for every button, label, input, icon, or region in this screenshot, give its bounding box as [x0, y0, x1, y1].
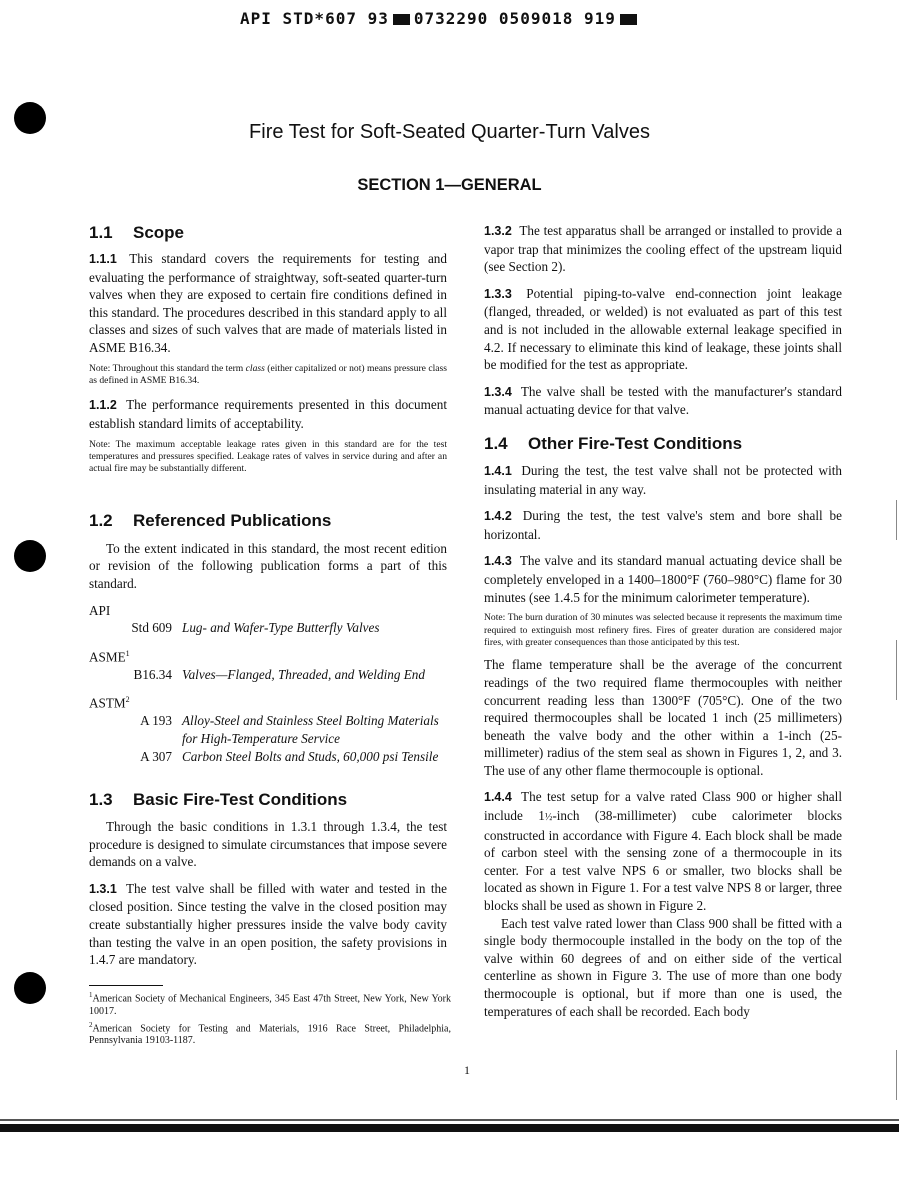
- footnote-text: American Society of Mechanical Engineers, 345 East 47th Street, New York, New York 10017.: [89, 993, 451, 1017]
- redaction-block: [620, 14, 637, 25]
- scan-edge-mark: [896, 500, 897, 540]
- note-emphasis: class: [245, 362, 265, 374]
- note-leakage-rates: Note: The maximum acceptable leakage rates given in this standard are for the test temperatures and pressures specified. Leakage rates of valves in service during and after an actual fire may be substantially different.: [89, 438, 447, 475]
- reference-org: [89, 602, 447, 620]
- reference-org-name: ASME: [89, 649, 126, 665]
- heading-text: Basic Fire-Test Conditions: [133, 790, 348, 810]
- heading-number: 1.3: [89, 790, 113, 810]
- note-burn-duration: Note: The burn duration of 30 minutes was selected because it represents the maximum time required to extinguish most refinery fires. Fires of greater duration are considered major fires, with greater consequences than those anticipated by this test.: [484, 612, 842, 648]
- reference-item: [89, 666, 447, 684]
- reference-code: B16.34: [133, 666, 172, 682]
- scan-bottom-bar: [0, 1124, 899, 1132]
- reference-title: Valves—Flanged, Threaded, and Welding End: [182, 666, 425, 682]
- reference-item: [89, 748, 447, 766]
- footnote-marker: 1: [125, 648, 130, 658]
- heading-text: Scope: [133, 223, 185, 242]
- paragraph-1-4-2: [484, 507, 842, 543]
- fraction: ½: [544, 812, 553, 824]
- heading-1-4: [484, 433, 842, 455]
- scan-edge-mark: [896, 640, 897, 700]
- paragraph-text: Potential piping-to-valve end-connection joint leakage (flanged, threaded, or welded) is not evaluated as part of this test and is not included in the allowable external leakage specified in 4.2. If necessary to eliminate this kind of leakage, these joints shall be modified for the test as appropriate.: [484, 285, 842, 373]
- heading-text: Other Fire-Test Conditions: [528, 433, 743, 453]
- redaction-block: [393, 14, 410, 25]
- reference-org: [89, 691, 447, 712]
- reference-code: A 307: [140, 748, 172, 764]
- heading-1-2: [89, 510, 447, 532]
- scan-edge-mark: [896, 1050, 897, 1100]
- paragraph-text: The valve and its standard manual actuating device shall be completely enveloped in a 1400–1800°F (760–980°C) flame for 30 minutes (see 1.4.5 for the minimum calorimeter temperature).: [484, 553, 843, 605]
- paragraph-text: The test apparatus shall be arranged or installed to provide a vapor trap that minimizes the cooling effect of the upstream liquid (see Section 2).: [484, 223, 842, 275]
- paragraph-number: 1.3.4: [484, 384, 512, 399]
- paragraph-1-3-intro: Through the basic conditions in 1.3.1 through 1.3.4, the test procedure is designed to simulate circumstances that impose severe demands on a valve.: [89, 819, 447, 870]
- paragraph-text: The performance requirements presented in this document establish standard limits of acceptability.: [89, 397, 447, 431]
- paragraph-1-1-1: [89, 250, 447, 357]
- paragraph-flame-temperature: The flame temperature shall be the average of the concurrent readings of the two required flame thermocouples with neither concurrent reading less than 1300°F (705°C). One of the two required thermocouples shall be located 1 inch (25 millimeters) beneath the valve body and the other within a 1-inch (25-millimeter) radius of the stem seal as shown in Figures 1, 2, and 3. The use of any other flame thermocouple is optional.: [484, 657, 842, 778]
- heading-number: 1.1: [89, 223, 113, 242]
- paragraph-text: The test setup for a valve rated Class 900 or higher shall include 1: [484, 789, 842, 824]
- note-text: (either capitalized or not) means pressure class as defined in ASME B16.34.: [89, 362, 447, 386]
- document-title: Fire Test for Soft-Seated Quarter-Turn Valves: [249, 121, 650, 143]
- paragraph-1-3-2: [484, 222, 842, 276]
- paragraph-number: 1.4.2: [484, 509, 512, 524]
- paragraph-1-3-1: [89, 880, 447, 969]
- document-code-part-a: API STD*607 93: [240, 9, 389, 28]
- binder-hole-middle: [14, 540, 46, 572]
- paragraph-number: 1.3.3: [484, 286, 512, 301]
- document-code-part-b: 0732290 0509018 919: [413, 9, 616, 28]
- scan-bottom-line: [0, 1119, 899, 1121]
- reference-code: Std 609: [131, 620, 172, 636]
- reference-group-asme: [89, 645, 447, 684]
- paragraph-text: During the test, the test valve shall not be protected with insulating material in any way.: [484, 462, 843, 497]
- paragraph-text: The test valve shall be filled with water and tested in the closed position. Since testing the valve in the closed position may create substantially higher pressures inside the valve body cavity than testing the valve in an open position, the safety provisions in 1.4.7 are mandatory.: [89, 880, 447, 968]
- footnotes: [89, 989, 451, 1048]
- reference-title: Lug- and Wafer-Type Butterfly Valves: [182, 620, 380, 636]
- note-class-definition: [89, 363, 447, 388]
- reference-code: A 193: [140, 713, 172, 729]
- paragraph-text: -inch (38-millimeter) cube calorimeter blocks constructed in accordance with Figure 4. Each block shall be made of carbon steel with the sensing zone of a thermocouple in its center. For a test valve NPS 6 or smaller, two blocks shall be located as shown in Figure 1. For a test valve NPS 8 or larger, three blocks shall be used as shown in Figure 2.: [484, 808, 842, 914]
- paragraph-text: During the test, the test valve's stem and bore shall be horizontal.: [484, 508, 843, 542]
- reference-group-astm: [89, 691, 447, 765]
- paragraph-text: This standard covers the requirements for testing and evaluating the performance of straightway, soft-seated quarter-turn valves when they are exposed to certain fire conditions defined in this standard. The procedures described in this standard apply to all classes and sizes of such valves that are made of materials listed in ASME B16.34.: [89, 251, 447, 355]
- paragraph-1-2-intro: To the extent indicated in this standard, the most recent edition or revision of the following publication forms a part of this standard.: [89, 540, 447, 591]
- heading-1-3: [89, 789, 447, 811]
- footnote-marker: 2: [125, 695, 130, 705]
- paragraph-number: 1.4.1: [484, 463, 512, 478]
- reference-title: Carbon Steel Bolts and Studs, 60,000 psi Tensile: [182, 748, 439, 764]
- footnote-text: American Society for Testing and Materials, 1916 Race Street, Philadelphia, Pennsylvania 19103-1187.: [89, 1022, 451, 1047]
- right-column: [484, 222, 842, 1020]
- footnote-marker: 1: [89, 991, 93, 999]
- footnote-divider: [89, 985, 163, 986]
- paragraph-1-4-1: [484, 462, 842, 498]
- heading-number: 1.4: [484, 433, 508, 453]
- binder-hole-bottom: [14, 972, 46, 1004]
- heading-text: Referenced Publications: [133, 510, 332, 530]
- paragraph-number: 1.4.4: [484, 790, 512, 805]
- paragraph-1-3-3: [484, 285, 842, 374]
- paragraph-number: 1.3.1: [89, 881, 117, 896]
- paragraph-number: 1.1.2: [89, 398, 117, 413]
- paragraph-1-4-3: [484, 552, 842, 606]
- reference-item: [89, 712, 447, 747]
- reference-group-api: [89, 602, 447, 637]
- paragraph-body-thermocouple: Each test valve rated lower than Class 900 shall be fitted with a single body thermocouple installed in the body on the top of the valve within 60 degrees of and on either side of the vertical centerline as shown in Figure 3. The use of more than one body thermocouple is optional, but if more than one is used, the temperatures of each shall be recorded. Each body: [484, 915, 842, 1019]
- reference-org-name: ASTM: [89, 695, 126, 711]
- paragraph-1-3-4: [484, 383, 842, 419]
- reference-item: [89, 619, 447, 637]
- paragraph-number: 1.4.3: [484, 554, 512, 569]
- paragraph-number: 1.3.2: [484, 224, 512, 238]
- heading-number: 1.2: [89, 510, 113, 530]
- paragraph-1-1-2: [89, 396, 447, 432]
- footnote-2: [89, 1019, 451, 1049]
- reference-org: [89, 645, 447, 666]
- reference-title: Alloy-Steel and Stainless Steel Bolting Materials for High-Temperature Service: [182, 713, 439, 746]
- left-column: [89, 222, 447, 969]
- paragraph-number: 1.1.1: [89, 252, 117, 266]
- paragraph-text: The valve shall be tested with the manufacturer's standard manual actuating device for that valve.: [484, 383, 842, 418]
- footnote-1: [89, 989, 451, 1019]
- heading-1-1: [89, 222, 447, 244]
- document-code-header: [240, 9, 641, 28]
- section-title: SECTION 1—GENERAL: [357, 176, 542, 194]
- page-number: 1: [464, 1063, 470, 1077]
- footnote-marker: 2: [89, 1020, 93, 1029]
- paragraph-1-4-4: [484, 788, 842, 914]
- note-text: Note: Throughout this standard the term: [89, 362, 246, 374]
- reference-org-name: API: [89, 602, 111, 618]
